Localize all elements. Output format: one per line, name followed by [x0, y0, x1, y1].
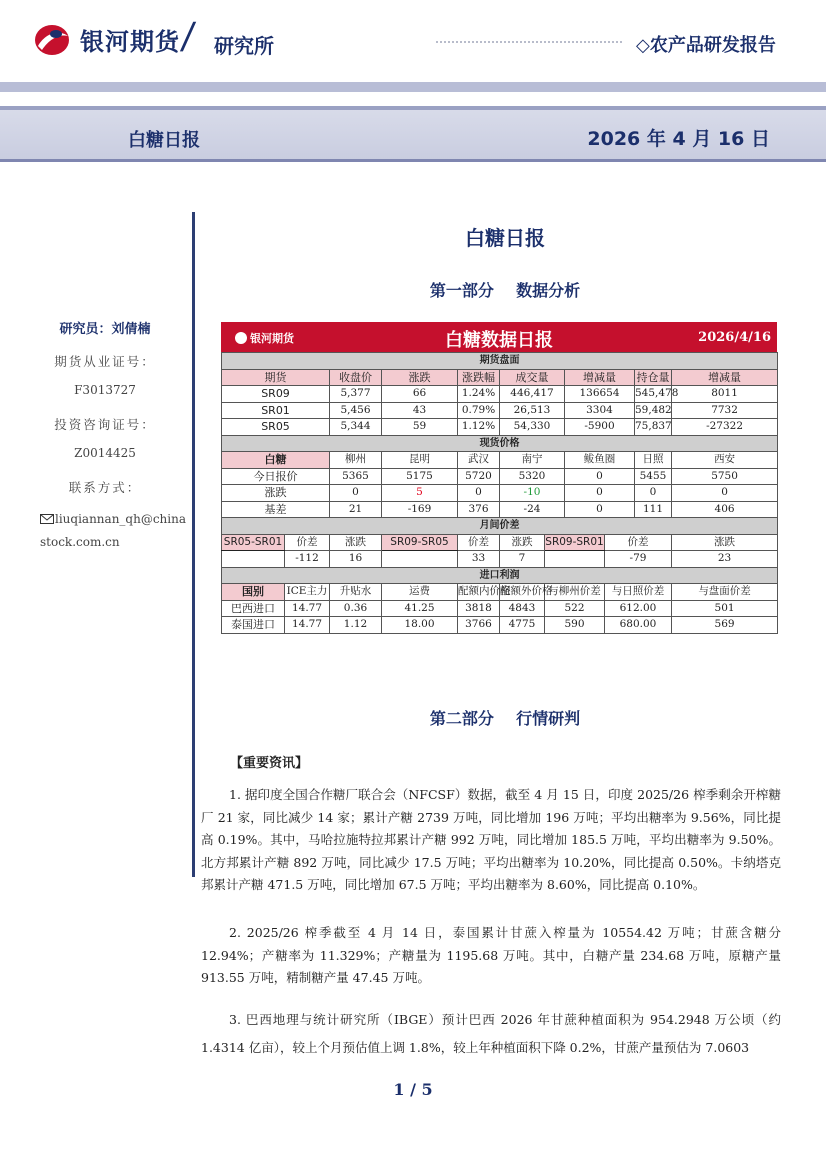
cell: 0.36	[330, 600, 382, 617]
col-header: 国别	[222, 584, 285, 601]
col-header: SR09-SR01	[545, 534, 605, 551]
cell: 59,482	[635, 402, 672, 419]
cell: 612.00	[605, 600, 672, 617]
col-header: 期货	[222, 369, 330, 386]
cell: 14.77	[285, 617, 330, 634]
consult-number: Z0014425	[74, 446, 136, 460]
cell: 0	[565, 468, 635, 485]
col-header: 配额外价格	[500, 584, 545, 601]
cell	[382, 551, 458, 568]
cell: 0	[672, 485, 778, 502]
col-header: 西安	[672, 452, 778, 469]
cell: 5,377	[330, 386, 382, 403]
main-title: 白糖日报	[465, 226, 545, 250]
col-header: 柳州	[330, 452, 382, 469]
cell: 7	[500, 551, 545, 568]
cell: 3304	[565, 402, 635, 419]
col-header: 涨跌	[382, 369, 458, 386]
header-band-top	[0, 82, 826, 92]
cell: 今日报价	[222, 468, 330, 485]
news-paragraph-3	[201, 1006, 781, 1062]
cell: 59	[382, 419, 458, 436]
cell: 18.00	[382, 617, 458, 634]
cell: 3766	[458, 617, 500, 634]
cell: 75,837	[635, 419, 672, 436]
col-header: 涨跌	[330, 534, 382, 551]
brand-divider: /	[179, 16, 198, 57]
cell: 0	[635, 485, 672, 502]
col-header: SR05-SR01	[222, 534, 285, 551]
cell: -10	[500, 485, 565, 502]
cell: 590	[545, 617, 605, 634]
cell: 136654	[565, 386, 635, 403]
header-report-title: 白糖日报	[128, 130, 200, 151]
cell: -79	[605, 551, 672, 568]
import-row	[222, 617, 778, 634]
col-header: ICE主力	[285, 584, 330, 601]
license-label: 期货从业证号：	[54, 354, 156, 369]
cell: 23	[672, 551, 778, 568]
col-header: 增减量	[672, 369, 778, 386]
col-header: 升贴水	[330, 584, 382, 601]
cell: 33	[458, 551, 500, 568]
cell: 0	[565, 501, 635, 518]
contact-email[interactable]	[20, 508, 195, 554]
page-header	[0, 0, 826, 82]
cell: -169	[382, 501, 458, 518]
col-header: 配额内价格	[458, 584, 500, 601]
cell: 1.12	[330, 617, 382, 634]
department-name: 研究所	[214, 34, 274, 58]
header-dotted-line	[436, 41, 622, 43]
col-header: 白糖	[222, 452, 330, 469]
spot-section-header: 现货价格	[222, 435, 778, 452]
cell: 5,456	[330, 402, 382, 419]
col-header: 成交量	[500, 369, 565, 386]
cell: 545,478	[635, 386, 672, 403]
email-line-1: liuqiannan_qh@china	[55, 512, 186, 526]
cell: 0	[565, 485, 635, 502]
cell: 16	[330, 551, 382, 568]
cell: 1.12%	[458, 419, 500, 436]
cell: -112	[285, 551, 330, 568]
cell: 7732	[672, 402, 778, 419]
table-logo-text: 银河期货	[250, 332, 294, 345]
cell: 5750	[672, 468, 778, 485]
table-title: 白糖数据日报	[445, 330, 553, 351]
cell: 501	[672, 600, 778, 617]
cell: 66	[382, 386, 458, 403]
cell: 3818	[458, 600, 500, 617]
futures-header-row	[222, 369, 778, 386]
cell: -24	[500, 501, 565, 518]
cell: 406	[672, 501, 778, 518]
col-header: 昆明	[382, 452, 458, 469]
spot-row	[222, 468, 778, 485]
researcher-name: 研究员：刘倩楠	[59, 322, 151, 337]
cell	[222, 551, 285, 568]
col-header: SR09-SR05	[382, 534, 458, 551]
cell: 43	[382, 402, 458, 419]
col-header: 价差	[458, 534, 500, 551]
news-text-1: 1. 据印度全国合作糖厂联合会（NFCSF）数据，截至 4 月 15 日，印度 2025/26 榨季剩余开榨糖厂 21 家，同比减少 14 家；累计产糖 2739 万吨，同比增加 196 万吨；平均出糖率为 9.56%，同比提高 0.19%。其中，马哈拉施特拉邦累计产糖 992 万吨，同比增加 185.5 万吨，平均出糖率为 9.50%。北方邦累计产糖 892 万吨，同比减少 17.5 万吨；平均出糖率为 10.20%，同比提高 0.50%。卡纳塔克邦累计产糖 471.5 万吨，同比增加 67.5 万吨；平均出糖率为 8.60%，同比提高 0.10%。	[201, 787, 781, 892]
cell: 0	[458, 485, 500, 502]
galaxy-logo-icon	[32, 22, 72, 58]
spot-row	[222, 485, 778, 502]
import-section-header: 进口利润	[222, 567, 778, 584]
cell	[545, 551, 605, 568]
col-header: 价差	[605, 534, 672, 551]
cell: 41.25	[382, 600, 458, 617]
consult-label: 投资咨询证号：	[54, 417, 156, 432]
import-header-row	[222, 584, 778, 601]
cell: SR09	[222, 386, 330, 403]
col-header: 增减量	[565, 369, 635, 386]
table-date: 2026/4/16	[698, 330, 771, 345]
futures-section-header: 期货盘面	[222, 353, 778, 370]
spot-header-row	[222, 452, 778, 469]
spread-header-row	[222, 534, 778, 551]
cell: 8011	[672, 386, 778, 403]
news-paragraph-2	[201, 922, 781, 990]
cell: 5	[382, 485, 458, 502]
cell: 基差	[222, 501, 330, 518]
data-grid	[221, 352, 778, 634]
col-header: 涨跌	[672, 534, 778, 551]
table-header-bar	[221, 322, 777, 352]
cell: 巴西进口	[222, 600, 285, 617]
col-header: 鲅鱼圈	[565, 452, 635, 469]
cell: 680.00	[605, 617, 672, 634]
col-header: 运费	[382, 584, 458, 601]
col-header: 与日照价差	[605, 584, 672, 601]
cell: 569	[672, 617, 778, 634]
report-type: ◇农产品研发报告	[636, 35, 776, 56]
cell: 5455	[635, 468, 672, 485]
cell: 5320	[500, 468, 565, 485]
spread-row	[222, 551, 778, 568]
cell: 4775	[500, 617, 545, 634]
import-row	[222, 600, 778, 617]
futures-row	[222, 402, 778, 419]
author-sidebar	[20, 318, 190, 554]
section-title-market-analysis: 第二部分 行情研判	[429, 709, 581, 728]
spread-section-header: 月间价差	[222, 518, 778, 535]
license-number: F3013727	[74, 383, 136, 397]
news-paragraph-1	[201, 784, 781, 897]
cell: 5,344	[330, 419, 382, 436]
col-header: 涨跌	[500, 534, 545, 551]
section-title-data-analysis: 第一部分 数据分析	[429, 281, 581, 300]
cell: 26,513	[500, 402, 565, 419]
cell: 21	[330, 501, 382, 518]
cell: 14.77	[285, 600, 330, 617]
cell: 54,330	[500, 419, 565, 436]
email-line-2: stock.com.cn	[40, 535, 120, 549]
col-header: 价差	[285, 534, 330, 551]
spot-row	[222, 501, 778, 518]
col-header: 日照	[635, 452, 672, 469]
col-header: 与盘面价差	[672, 584, 778, 601]
cell: 5175	[382, 468, 458, 485]
header-report-date: 2026 年 4 月 16 日	[587, 128, 770, 150]
cell: 泰国进口	[222, 617, 285, 634]
futures-row	[222, 386, 778, 403]
page-number: 1 / 5	[393, 1080, 433, 1099]
cell: 111	[635, 501, 672, 518]
brand-name: 银河期货	[80, 28, 180, 56]
contact-label: 联系方式：	[68, 480, 142, 495]
header-band-gap	[0, 92, 826, 106]
news-heading: 【重要资讯】	[230, 756, 309, 771]
cell: 0	[330, 485, 382, 502]
cell: 5365	[330, 468, 382, 485]
col-header: 涨跌幅	[458, 369, 500, 386]
cell: 涨跌	[222, 485, 330, 502]
cell: 1.24%	[458, 386, 500, 403]
col-header: 南宁	[500, 452, 565, 469]
col-header: 与柳州价差	[545, 584, 605, 601]
mail-icon	[40, 514, 54, 524]
cell: SR01	[222, 402, 330, 419]
cell: 4843	[500, 600, 545, 617]
cell: 0.79%	[458, 402, 500, 419]
col-header: 武汉	[458, 452, 500, 469]
cell: 5720	[458, 468, 500, 485]
cell: SR05	[222, 419, 330, 436]
cell: -27322	[672, 419, 778, 436]
col-header: 收盘价	[330, 369, 382, 386]
sugar-data-table	[221, 322, 777, 634]
news-text-3: 3. 巴西地理与统计研究所（IBGE）预计巴西 2026 年甘蔗种植面积为 954.2948 万公顷（约 1.4314 亿亩），较上个月预估值上调 1.8%，较上年种植面积下降 0.2%，甘蔗产量预估为 7.0603	[201, 1012, 781, 1055]
futures-row	[222, 419, 778, 436]
cell: -5900	[565, 419, 635, 436]
cell: 376	[458, 501, 500, 518]
news-text-2: 2. 2025/26 榨季截至 4 月 14 日，泰国累计甘蔗入榨量为 10554.42 万吨；甘蔗含糖分 12.94%；产糖率为 11.329%；产糖量为 1195.68 万吨。其中，白糖产量 234.68 万吨，原糖产量 913.55 万吨，精制糖产量 47.45 万吨。	[201, 925, 781, 985]
cell: 446,417	[500, 386, 565, 403]
col-header: 持仓量	[636, 370, 670, 384]
cell: 522	[545, 600, 605, 617]
